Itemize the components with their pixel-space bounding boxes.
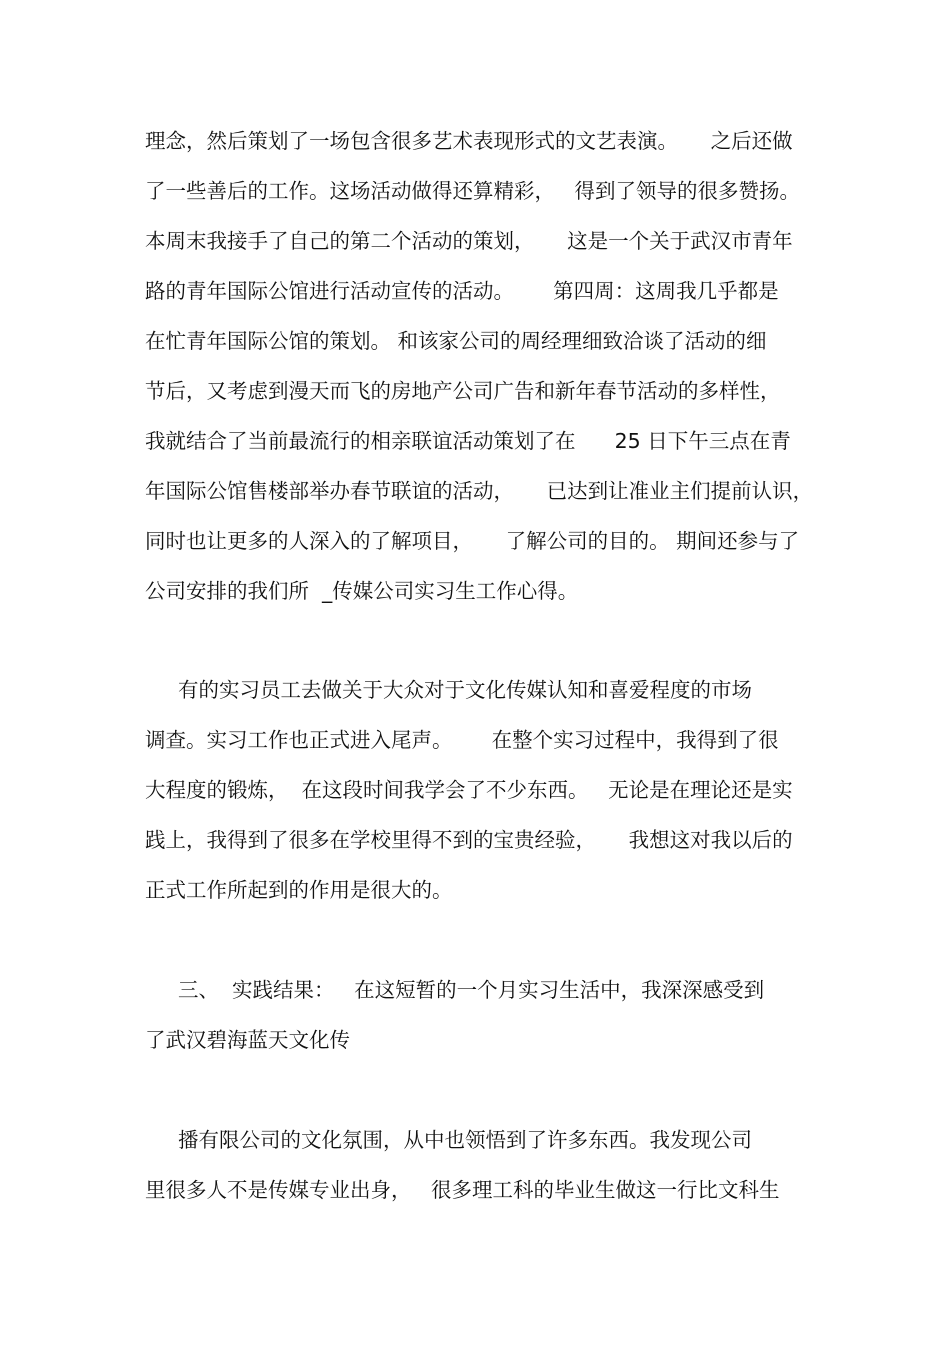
- text-line: 了一些善后的工作。这场活动做得还算精彩， 得到了领导的很多赞扬。: [145, 179, 801, 203]
- text-line: 我就结合了当前最流行的相亲联谊活动策划了在 25 日下午三点在青: [145, 429, 791, 453]
- text-line: 正式工作所起到的作用是很大的。: [145, 878, 453, 902]
- text-line: 理念，然后策划了一场包含很多艺术表现形式的文艺表演。 之后还做: [145, 129, 793, 153]
- text-line: 播有限公司的文化氛围，从中也领悟到了许多东西。我发现公司: [178, 1128, 752, 1152]
- text-line: 同时也让更多的人深入的了解项目， 了解公司的目的。 期间还参与了: [145, 529, 800, 553]
- text-line: 路的青年国际公馆进行活动宣传的活动。 第四周：这周我几乎都是: [145, 279, 779, 303]
- text-line: 在忙青年国际公馆的策划。 和该家公司的周经理细致洽谈了活动的细: [145, 329, 767, 353]
- text-line: 年国际公馆售楼部举办春节联谊的活动， 已达到让准业主们提前认识，: [145, 479, 814, 503]
- text-line: 三、 实践结果： 在这短暂的一个月实习生活中，我深深感受到: [178, 978, 765, 1002]
- text-line: 了武汉碧海蓝天文化传: [145, 1028, 350, 1052]
- text-line: 节后，又考虑到漫天而飞的房地产公司广告和新年春节活动的多样性，: [145, 379, 781, 403]
- text-line: 公司安排的我们所 _传媒公司实习生工作心得。: [145, 579, 579, 603]
- text-line: 本周末我接手了自己的第二个活动的策划， 这是一个关于武汉市青年: [145, 229, 793, 253]
- text-line: 大程度的锻炼， 在这段时间我学会了不少东西。 无论是在理论还是实: [145, 778, 793, 802]
- text-line: 里很多人不是传媒专业出身， 很多理工科的毕业生做这一行比文科生: [145, 1178, 780, 1202]
- text-line: 调查。实习工作也正式进入尾声。 在整个实习过程中，我得到了很: [145, 728, 779, 752]
- text-line: 有的实习员工去做关于大众对于文化传媒认知和喜爱程度的市场: [178, 678, 752, 702]
- text-line: 践上，我得到了很多在学校里得不到的宝贵经验， 我想这对我以后的: [145, 828, 793, 852]
